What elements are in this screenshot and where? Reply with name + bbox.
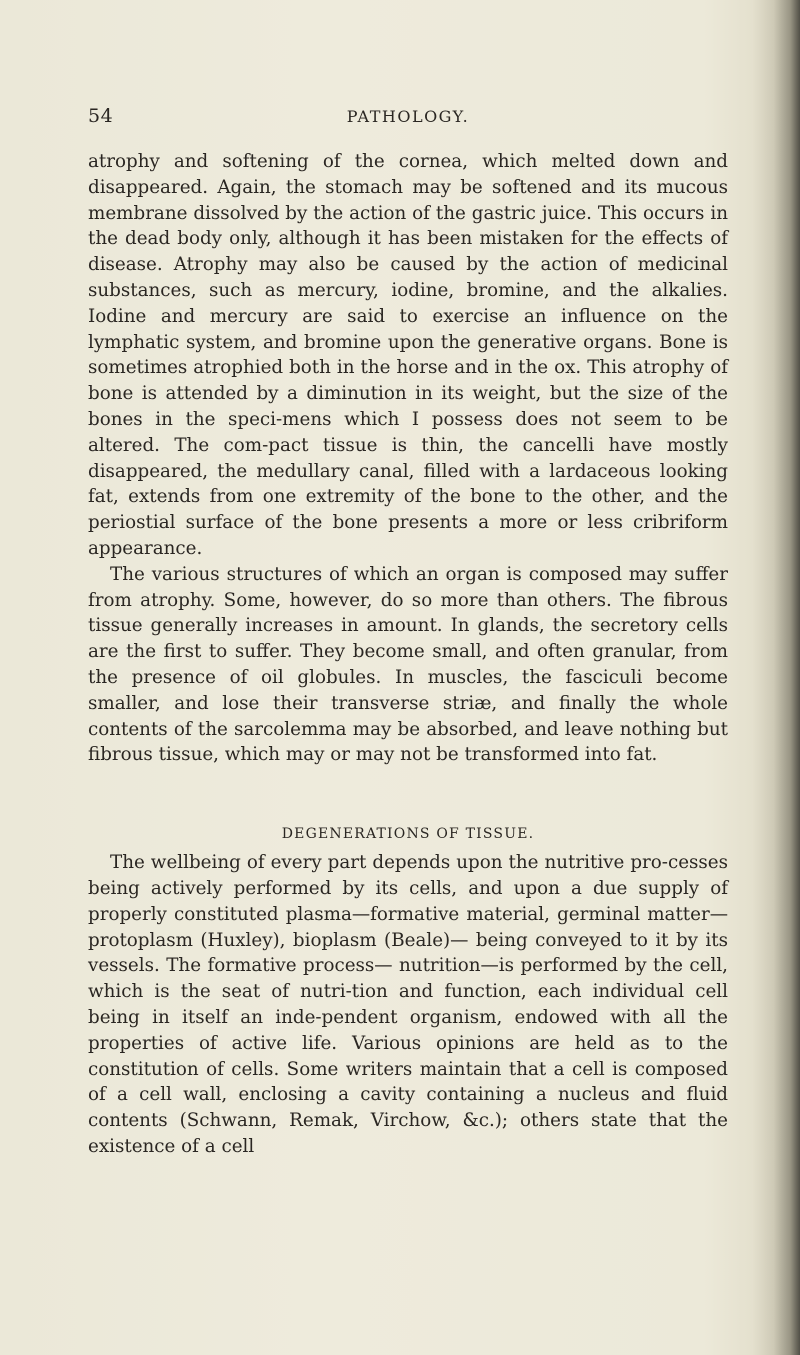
page-gutter-shadow (752, 0, 800, 1355)
page-header (88, 105, 728, 131)
page-body (88, 149, 728, 1160)
page-number: 54 (88, 105, 114, 127)
paragraph-atrophy-structures: The various structures of which an organ is composed may suffer from atrophy. Some, however, do so more than others. The fibrous tissue generally increases in amount. In glands, the secretory cells are the first to suffer. They become small, and often granular, from the presence of oil globules. In muscles, the fasciculi become smaller, and lose their transverse striæ, and finally the whole contents of the sarcolemma may be absorbed, and leave nothing but fibrous tissue, which may or may not be transformed into fat. (88, 563, 728, 766)
paragraph-atrophy-cornea: atrophy and softening of the cornea, which melted down and disappeared. Again, the stomach may be softened and its mucous membrane dissolved by the action of the gastric juice. This occurs in the dead body only, although it has been mistaken for the effects of disease. Atrophy may also be caused by the action of medicinal substances, such as mercury, iodine, bromine, and the alkalies. Iodine and mercury are said to exercise an influence on the lymphatic system, and bromine upon the generative organs. Bone is sometimes atrophied both in the horse and in the ox. This atrophy of bone is attended by a diminution in its weight, but the size of the bones in the speci-mens which I possess does not seem to be altered. The com-pact tissue is thin, the cancelli have mostly disappeared, the medullary canal, filled with a lardaceous looking fat, extends from one extremity of the bone to the other, and the periostial surface of the bone presents a more or less cribriform appearance. (88, 151, 728, 559)
running-title: PATHOLOGY. (346, 107, 470, 126)
paragraph-degenerations: The wellbeing of every part depends upon the nutritive pro-cesses being actively performed by its cells, and upon a due supply of properly constituted plasma—formative material, germinal matter—protoplasm (Huxley), bioplasm (Beale)— being conveyed to it by its vessels. The formative process— nutrition—is performed by the cell, which is the seat of nutri-tion and function, each individual cell being in itself an inde-pendent organism, endowed with all the properties of active life. Various opinions are held as to the constitution of cells. Some writers maintain that a cell is composed of a cell wall, enclosing a cavity containing a nucleus and fluid contents (Schwann, Remak, Virchow, &c.); others state that the existence of a cell (88, 852, 728, 1157)
section-heading: DEGENERATIONS OF TISSUE. (281, 826, 535, 843)
